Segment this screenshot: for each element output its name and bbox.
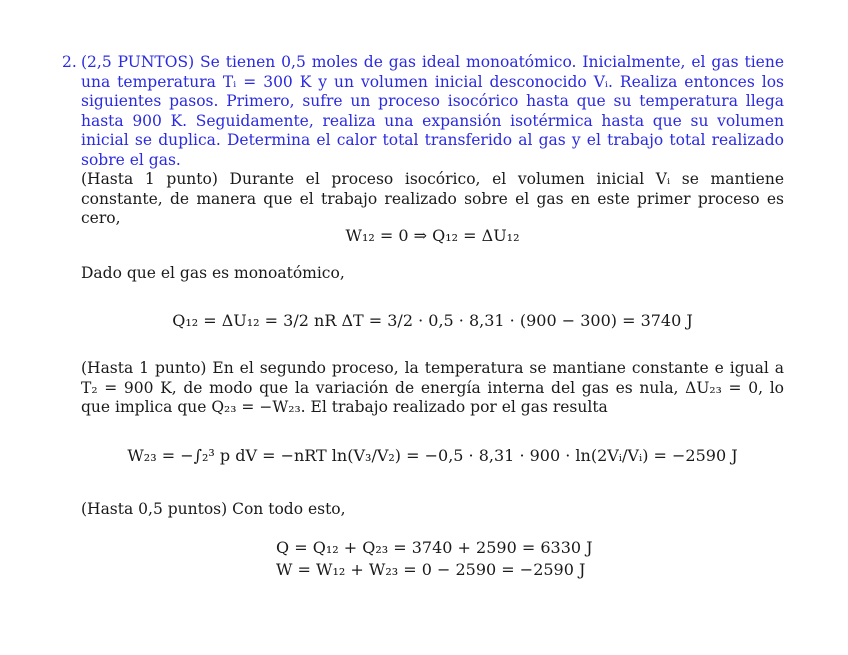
part1-paragraph: (Hasta 1 punto) Durante el proceso isocórico, el volumen inicial Vᵢ se mantiene constante, de manera que el trabajo realizado sobre el gas en este primer proceso es cero, <box>81 170 784 227</box>
part3-paragraph: (Hasta 0,5 puntos) Con todo esto, <box>81 500 346 518</box>
problem-number: 2. <box>62 53 77 71</box>
monoatomic-paragraph: Dado que el gas es monoatómico, <box>81 264 345 282</box>
problem-statement: (2,5 PUNTOS) Se tienen 0,5 moles de gas ideal monoatómico. Inicialmente, el gas tiene una temperatura Tᵢ = 300 K y un volumen inicial desconocido Vᵢ. Realiza entonces los siguientes pasos. Primero, sufre un proceso isocórico hasta que su temperatura llega hasta 900 K. Seguidamente, realiza una expansión isotérmica hasta que su volumen inicial se duplica. Determina el calor total transferido al gas y el trabajo total realizado sobre el gas. <box>81 53 784 169</box>
equation-1: W₁₂ = 0 ⇒ Q₁₂ = ΔU₁₂ <box>345 226 520 245</box>
equation-4: Q = Q₁₂ + Q₂₃ = 3740 + 2590 = 6330 J <box>276 538 593 557</box>
equation-2: Q₁₂ = ΔU₁₂ = 3/2 nR ΔT = 3/2 · 0,5 · 8,31 · (900 − 300) = 3740 J <box>172 311 693 330</box>
final-equations <box>276 537 593 581</box>
part2-paragraph: (Hasta 1 punto) En el segundo proceso, la temperatura se mantiane constante e igual a T₂ = 900 K, de modo que la variación de energía interna del gas es nula, ΔU₂₃ = 0, lo que implica que Q₂₃ = −W₂₃. El trabajo realizado por el gas resulta <box>81 359 784 416</box>
equation-3: W₂₃ = −∫₂³ p dV = −nRT ln(V₃/V₂) = −0,5 · 8,31 · 900 · ln(2Vᵢ/Vᵢ) = −2590 J <box>127 446 738 465</box>
equation-5: W = W₁₂ + W₂₃ = 0 − 2590 = −2590 J <box>276 560 586 579</box>
